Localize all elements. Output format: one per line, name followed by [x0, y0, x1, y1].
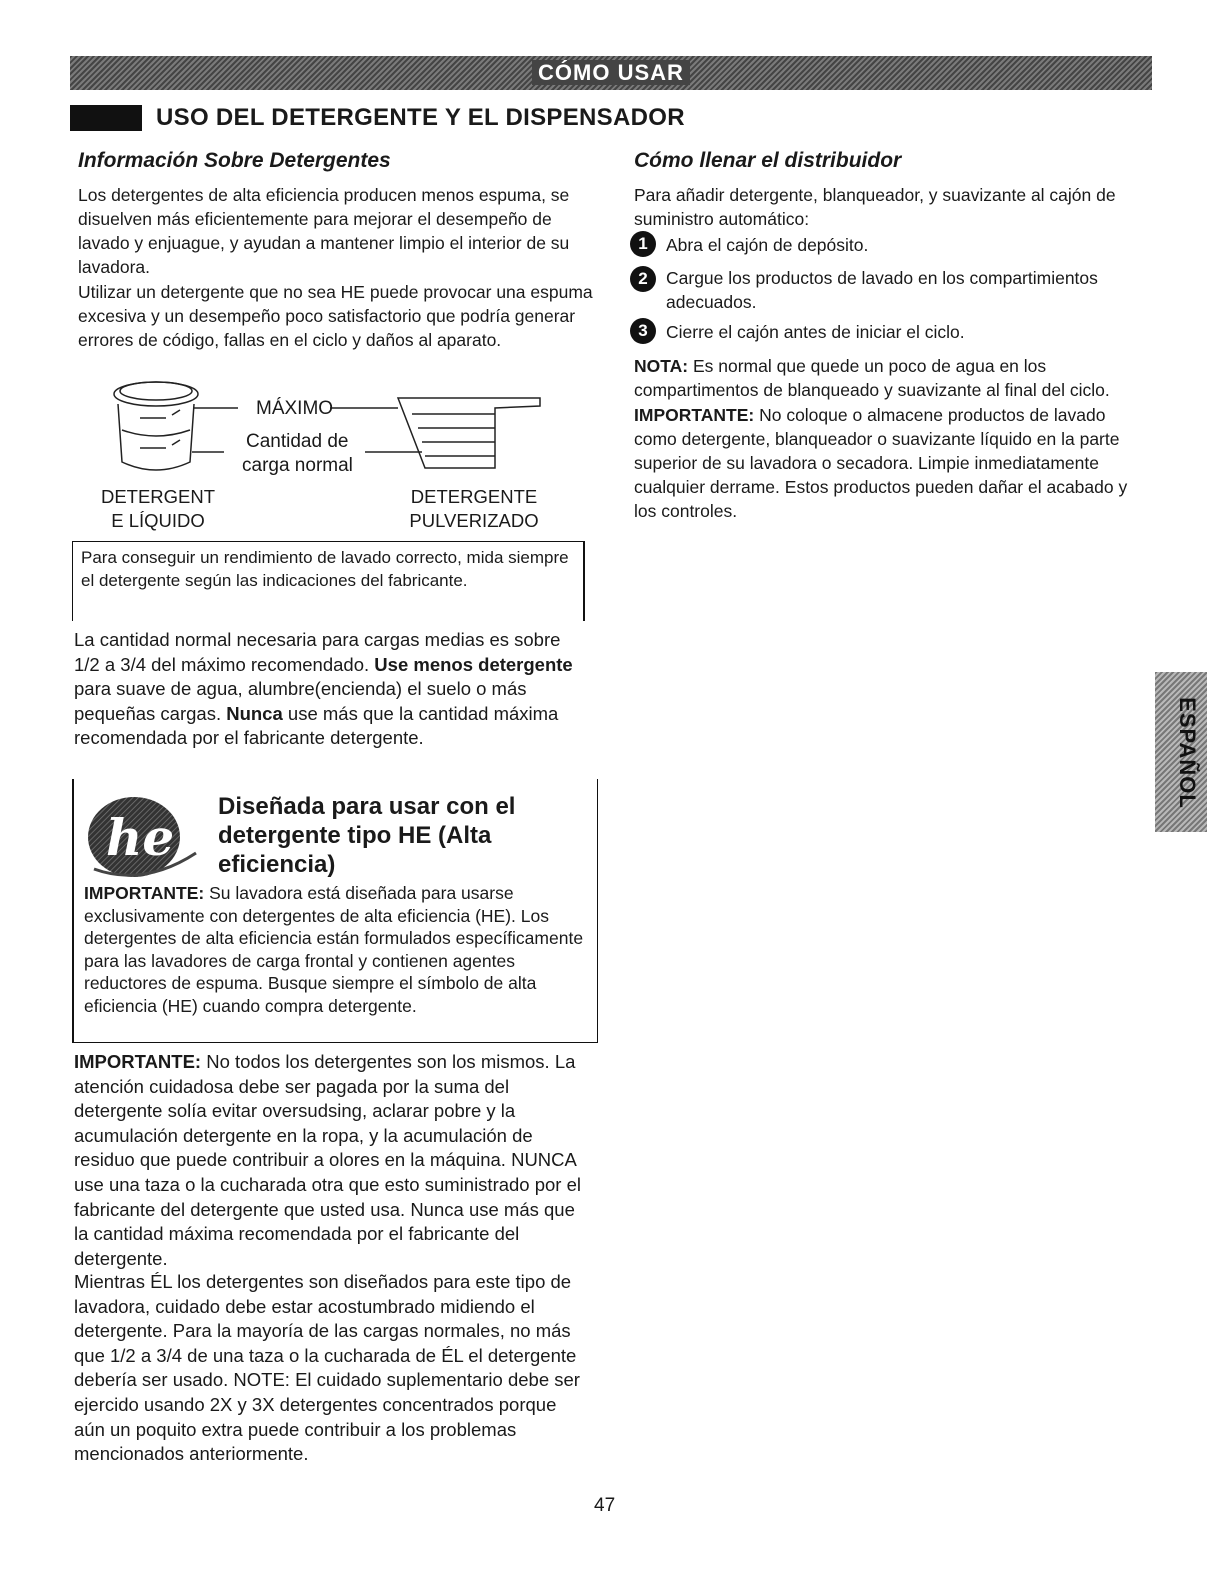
right-heading: Cómo llenar el distribuidor: [634, 149, 902, 172]
left-paragraph-4: [74, 1050, 584, 1271]
step-2-text: Cargue los productos de lavado en los compartimientos adecuados.: [666, 268, 1098, 312]
p4-text: No todos los detergentes son los mismos. La atención cuidadosa debe ser pagada por la suma del detergente solía evitar oversudsing, aclarar pobre y la acumulación detergente en la ropa, y la acumulación de residuo que puede contribuir a olores en la máquina. NUNCA use una taza o la cucharada otra que esto suministrado por el fabricante del detergente que usted usa. Nunca use más que la cantidad máxima recomendada por el fabricante del detergente.: [74, 1051, 582, 1269]
step-1-number: 1: [630, 231, 656, 257]
section-title-bar: [70, 105, 142, 131]
side-tab-label: ESPAÑOL: [1175, 697, 1200, 809]
p3-text-b: para suave de agua, alumbre(encienda) el suelo o más pequeñas cargas.: [74, 678, 527, 724]
measure-note-box: [72, 541, 585, 621]
he-box-left-border: [72, 779, 74, 1043]
diagram-label-cantidad-2: carga normal: [242, 455, 353, 476]
he-box-title: Diseñada para usar con el detergente tipo HE (Alta eficiencia): [218, 793, 516, 878]
nota-text: Es normal que quede un poco de agua en los compartimentos de blanqueado y suavizante al final del ciclo.: [634, 356, 1110, 400]
he-logo-text: he: [106, 808, 175, 867]
p4-label: IMPORTANTE:: [74, 1051, 202, 1072]
left-paragraph-1: Los detergentes de alta eficiencia producen menos espuma, se disuelven más eficientemente para mejorar el desempeño de lavado y enjuague, y ayudan a mantener limpio el interior de su lavadora.: [78, 185, 570, 277]
page-number: 47: [594, 1495, 616, 1516]
section-banner: [70, 56, 1152, 90]
step-3-text: Cierre el cajón antes de iniciar el ciclo.: [666, 322, 965, 342]
p3-text-a: La cantidad normal necesaria para cargas medias es sobre 1/2 a 3/4 del máximo recomendado.: [74, 629, 561, 675]
diagram-label-powder-1: DETERGENTE: [410, 486, 538, 507]
nota-paragraph: [634, 354, 1148, 402]
diagram-label-liquid-2: E LÍQUIDO: [111, 510, 205, 531]
step-2-number: 2: [630, 266, 656, 292]
banner-title: CÓMO USAR: [532, 60, 690, 85]
he-box-text: Su lavadora está diseñada para usarse exclusivamente con detergentes de alta eficiencia (HE). Los detergentes de alta eficiencia están formulados específicamente para las lavadores de carga frontal y contienen agentes reductores de espuma. Busque siempre el símbolo de alta eficiencia (HE) cuando compra detergente.: [84, 883, 584, 1016]
language-side-tab: [1155, 672, 1207, 832]
left-paragraph-3: [74, 628, 574, 751]
diagram-label-liquid-1: DETERGENT: [100, 486, 216, 507]
note-box-right-border: [583, 541, 585, 621]
left-heading: Información Sobre Detergentes: [78, 149, 391, 172]
p3-bold-1: Use menos detergente: [374, 653, 573, 675]
left-paragraph-2: Utilizar un detergente que no sea HE puede provocar una espuma excesiva y un desempeño poco satisfactorio que podría generar errores de código, fallas en el ciclo y daños al aparato.: [78, 282, 593, 350]
importante-paragraph: [634, 403, 1148, 523]
importante-label: IMPORTANTE:: [634, 405, 755, 425]
p3-text-c: use más que la cantidad máxima recomendada por el fabricante detergente.: [74, 702, 559, 749]
he-logo-icon: [84, 795, 204, 885]
he-box-label: IMPORTANTE:: [84, 883, 205, 903]
section-title: USO DEL DETERGENTE Y EL DISPENSADOR: [156, 104, 685, 131]
p3-bold-2: Nunca: [226, 702, 283, 724]
diagram-label-cantidad-1: Cantidad de: [246, 431, 349, 452]
right-intro: Para añadir detergente, blanqueador, y suavizante al cajón de suministro automático:: [634, 185, 1116, 229]
step-1-text: Abra el cajón de depósito.: [666, 235, 869, 255]
diagram-label-powder-2: PULVERIZADO: [409, 510, 539, 531]
he-box-body: [84, 882, 590, 1017]
diagram-label-maximo: MÁXIMO: [256, 398, 334, 419]
importante-text: No coloque o almacene productos de lavado como detergente, blanqueador o suavizante líquido en la parte superior de su lavadora o secadora. Limpie inmediatamente cualquier derrame. Estos productos pueden dañar el acabado y los controles.: [634, 405, 1128, 521]
powder-scoop-icon: [398, 398, 540, 468]
step-3-number: 3: [630, 318, 656, 344]
liquid-cup-icon: [114, 382, 198, 470]
nota-label: NOTA:: [634, 356, 689, 376]
left-paragraph-5: Mientras ÉL los detergentes son diseñados para este tipo de lavadora, cuidado debe estar acostumbrado midiendo el detergente. Para la mayoría de las cargas normales, no más que 1/2 a 3/4 de una taza o la cucharada de ÉL el detergente debería ser usado. NOTE: El cuidado suplementario debe ser ejercido usando 2X y 3X detergentes concentrados porque aún un poquito extra puede contribuir a los problemas mencionados anteriormente.: [74, 1271, 580, 1465]
measure-note-text: Para conseguir un rendimiento de lavado correcto, mida siempre el detergente según las indicaciones del fabricante.: [81, 548, 569, 591]
